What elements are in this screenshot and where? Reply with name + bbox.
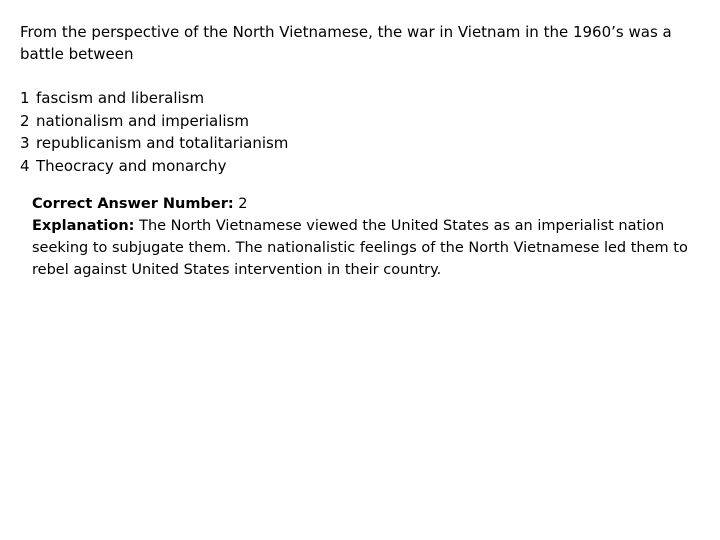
correct-answer-line — [32, 193, 692, 215]
option-number: 1 — [20, 89, 30, 107]
option-text: nationalism and imperialism — [36, 111, 249, 130]
option-text: fascism and liberalism — [36, 89, 205, 107]
option-2 — [20, 110, 288, 133]
explanation-text: The North Vietnamese viewed the United States as an imperialist nation seeking to subjugate them. The nationalistic feelings of the North Vietnamese led them to rebel against United States intervention in their country. — [32, 218, 688, 278]
option-number: 3 — [20, 134, 30, 152]
explanation-label: Explanation: — [32, 218, 135, 234]
answer-options-list — [20, 87, 288, 177]
correct-answer-label: Correct Answer Number: — [32, 196, 234, 212]
explanation-line — [32, 215, 692, 281]
question-text: From the perspective of the North Vietnamese, the war in Vietnam in the 1960’s was a battle between — [20, 23, 672, 63]
option-1 — [20, 87, 288, 110]
option-number: 4 — [20, 156, 30, 175]
answer-block — [32, 193, 692, 281]
option-3 — [20, 132, 288, 155]
option-4 — [20, 155, 288, 178]
option-number: 2 — [20, 111, 30, 130]
option-text: Theocracy and monarchy — [36, 156, 227, 175]
option-text: republicanism and totalitarianism — [36, 134, 289, 152]
correct-answer-value: 2 — [238, 196, 248, 212]
